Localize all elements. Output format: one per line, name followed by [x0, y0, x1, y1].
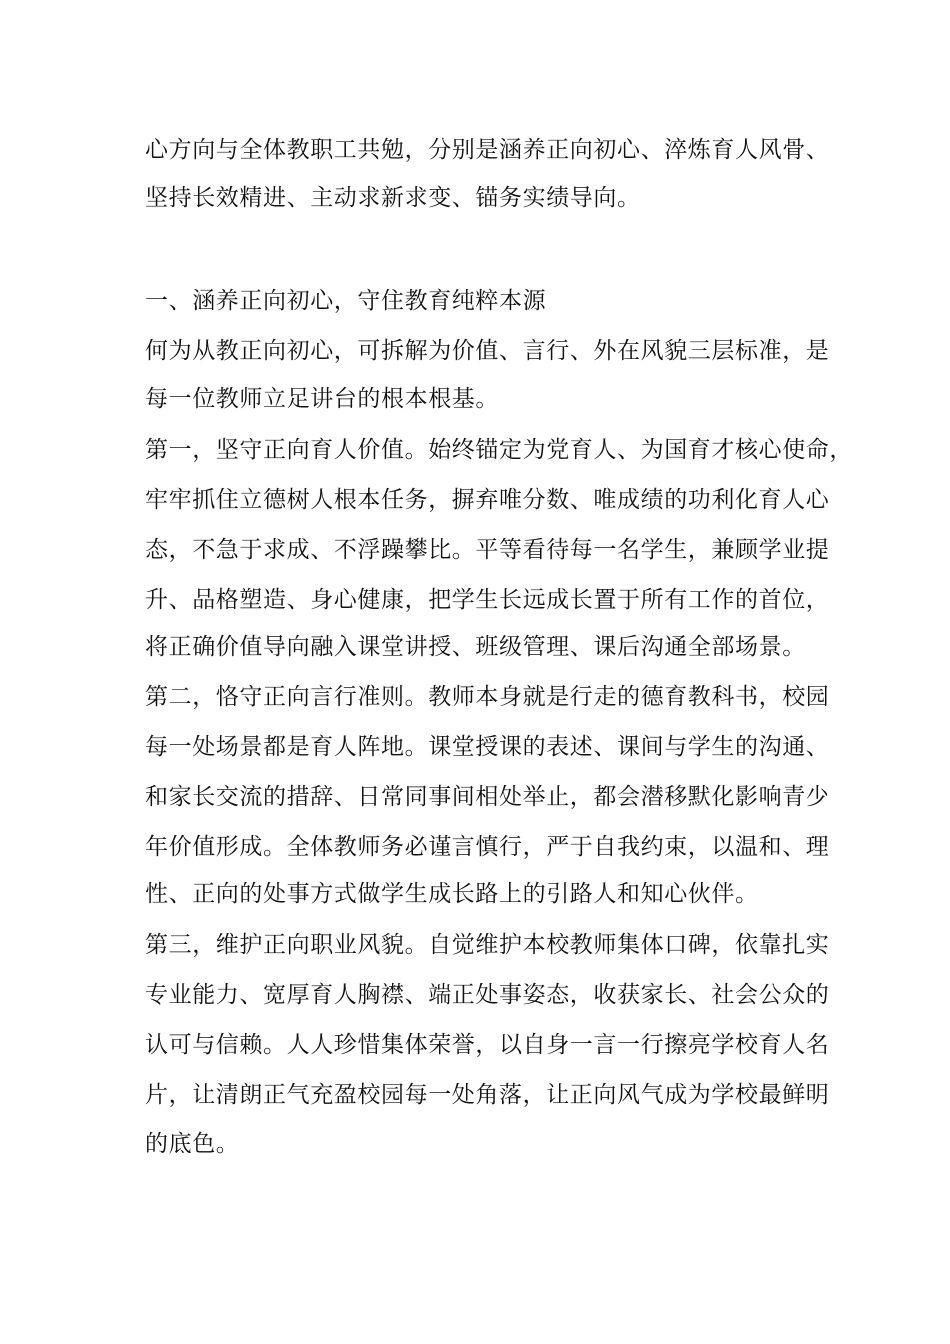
- point1-line: 将正确价值导向融入课堂讲授、班级管理、课后沟通全部场景。: [145, 634, 806, 660]
- point3-line: 认可与信赖。人人珍惜集体荣誉，以自身一言一行擦亮学校育人名: [145, 1032, 830, 1058]
- point2-line: 年价值形成。全体教师务必谨言慎行，严于自我约束，以温和、理: [145, 834, 830, 860]
- section-heading: 一、涵养正向初心，守住教育纯粹本源: [145, 288, 547, 314]
- point1-line: 第一，坚守正向育人价值。始终锚定为党育人、为国育才核心使命，: [145, 437, 853, 463]
- intro-line: 心方向与全体教职工共勉，分别是涵养正向初心、淬炼育人风骨、: [145, 137, 830, 163]
- point2-line: 和家长交流的措辞、日常同事间相处举止，都会潜移默化影响青少: [145, 784, 830, 810]
- point3-line: 片，让清朗正气充盈校园每一处角落，让正向风气成为学校最鲜明: [145, 1082, 830, 1108]
- point1-line: 态，不急于求成、不浮躁攀比。平等看待每一名学生，兼顾学业提: [145, 537, 830, 563]
- point3-line: 专业能力、宽厚育人胸襟、端正处事姿态，收获家长、社会公众的: [145, 982, 830, 1008]
- point2-line: 每一处场景都是育人阵地。课堂授课的表述、课间与学生的沟通、: [145, 734, 830, 760]
- point1-line: 升、品格塑造、身心健康，把学生长远成长置于所有工作的首位，: [145, 587, 830, 613]
- point3-line: 第三，维护正向职业风貌。自觉维护本校教师集体口碑，依靠扎实: [145, 932, 830, 958]
- point2-line: 性、正向的处事方式做学生成长路上的引路人和知心伙伴。: [145, 881, 759, 907]
- point1-line: 牢牢抓住立德树人根本任务，摒弃唯分数、唯成绩的功利化育人心: [145, 487, 830, 513]
- section-lead-line: 何为从教正向初心，可拆解为价值、言行、外在风貌三层标准，是: [145, 338, 830, 364]
- section-lead-line: 每一位教师立足讲台的根本根基。: [145, 386, 499, 412]
- intro-line: 坚持长效精进、主动求新求变、锚务实绩导向。: [145, 185, 641, 211]
- point3-line: 的底色。: [145, 1131, 240, 1157]
- point2-line: 第二，恪守正向言行准则。教师本身就是行走的德育教科书，校园: [145, 684, 830, 710]
